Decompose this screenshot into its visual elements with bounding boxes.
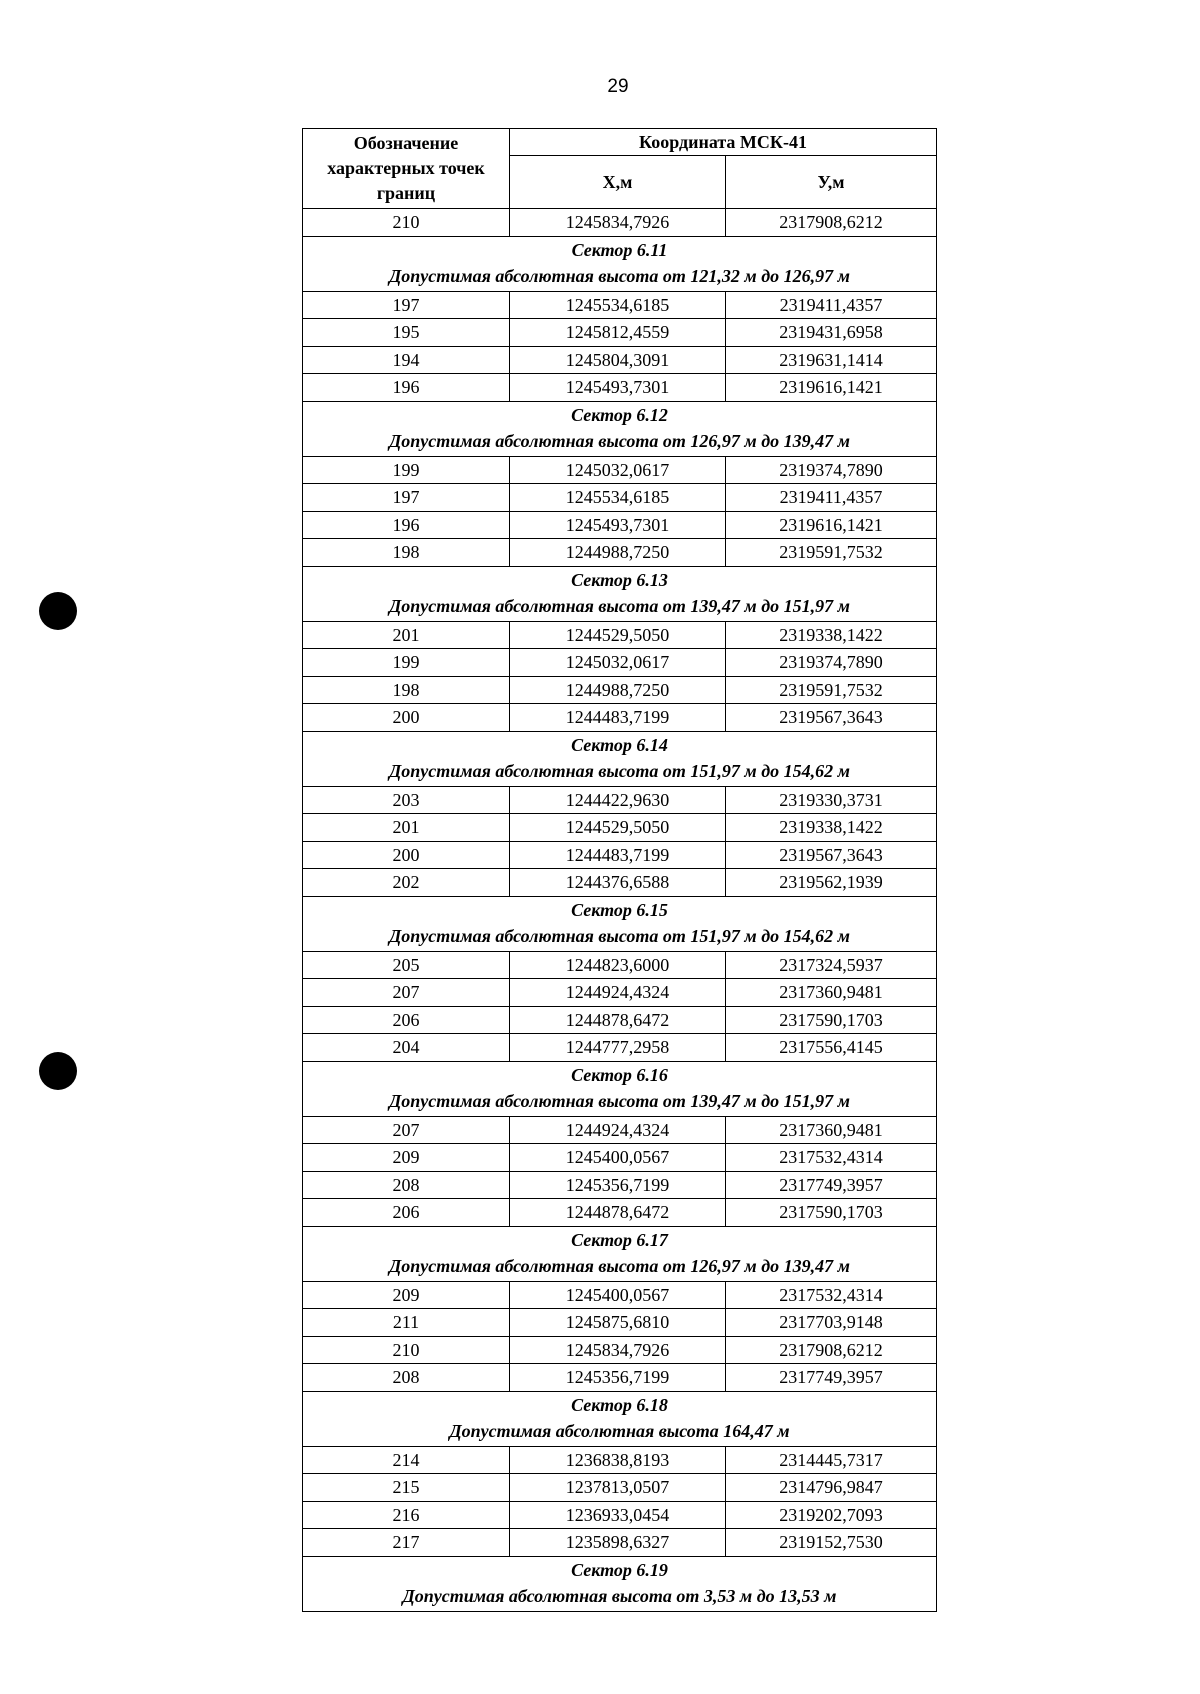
x-coordinate-cell: 1245032,0617 xyxy=(510,456,726,484)
x-coordinate-cell: 1244924,4324 xyxy=(510,1116,726,1144)
sector-title: Сектор 6.13 xyxy=(571,570,668,591)
table-row xyxy=(303,209,937,237)
table-row xyxy=(303,1171,937,1199)
sector-allowed-height: Допустимая абсолютная высота от 151,97 м до 154,62 м xyxy=(388,925,851,946)
y-coordinate-cell: 2319431,6958 xyxy=(726,319,937,347)
sector-header-row xyxy=(303,236,937,291)
point-id-cell: 200 xyxy=(303,704,510,732)
page-number: 29 xyxy=(607,76,629,97)
y-coordinate-cell: 2319616,1421 xyxy=(726,374,937,402)
sector-header-row xyxy=(303,731,937,786)
x-coordinate-cell: 1245032,0617 xyxy=(510,649,726,677)
x-coordinate-cell: 1244529,5050 xyxy=(510,814,726,842)
table-row xyxy=(303,841,937,869)
point-id-cell: 199 xyxy=(303,456,510,484)
sector-header-cell xyxy=(303,1556,937,1611)
point-id-cell: 203 xyxy=(303,786,510,814)
table-row xyxy=(303,1281,937,1309)
point-id-cell: 200 xyxy=(303,841,510,869)
x-coordinate-cell: 1245356,7199 xyxy=(510,1364,726,1392)
y-coordinate-cell: 2317908,6212 xyxy=(726,1336,937,1364)
point-id-cell: 195 xyxy=(303,319,510,347)
sector-header-cell xyxy=(303,1391,937,1446)
x-coordinate-cell: 1236838,8193 xyxy=(510,1446,726,1474)
y-coordinate-cell: 2317749,3957 xyxy=(726,1171,937,1199)
y-coordinate-cell: 2319374,7890 xyxy=(726,649,937,677)
point-id-cell: 209 xyxy=(303,1144,510,1172)
sector-header-row xyxy=(303,1226,937,1281)
x-coordinate-cell: 1245834,7926 xyxy=(510,209,726,237)
sector-header-cell xyxy=(303,1061,937,1116)
table-row xyxy=(303,1446,937,1474)
y-coordinate-cell: 2317590,1703 xyxy=(726,1199,937,1227)
table-row xyxy=(303,291,937,319)
table-header xyxy=(303,129,937,209)
table-row xyxy=(303,704,937,732)
table-row xyxy=(303,951,937,979)
sector-header-row xyxy=(303,1556,937,1611)
table-row xyxy=(303,676,937,704)
sector-title: Сектор 6.12 xyxy=(571,405,668,426)
table-row xyxy=(303,374,937,402)
y-coordinate-cell: 2319616,1421 xyxy=(726,511,937,539)
x-coordinate-cell: 1245804,3091 xyxy=(510,346,726,374)
table-row xyxy=(303,621,937,649)
sector-allowed-height: Допустимая абсолютная высота от 151,97 м до 154,62 м xyxy=(388,760,851,781)
x-coordinate-cell: 1245400,0567 xyxy=(510,1144,726,1172)
sector-allowed-height: Допустимая абсолютная высота от 126,97 м до 139,47 м xyxy=(388,430,851,451)
point-id-cell: 197 xyxy=(303,291,510,319)
table-row xyxy=(303,1116,937,1144)
x-coordinate-cell: 1245875,6810 xyxy=(510,1309,726,1337)
table-row xyxy=(303,1336,937,1364)
x-coordinate-cell: 1244823,6000 xyxy=(510,951,726,979)
sector-title: Сектор 6.16 xyxy=(571,1065,668,1086)
y-coordinate-cell: 2317360,9481 xyxy=(726,979,937,1007)
x-coordinate-cell: 1244483,7199 xyxy=(510,841,726,869)
y-coordinate-cell: 2319202,7093 xyxy=(726,1501,937,1529)
y-coordinate-cell: 2314796,9847 xyxy=(726,1474,937,1502)
sector-header-cell xyxy=(303,566,937,621)
table-row xyxy=(303,786,937,814)
y-coordinate-cell: 2319152,7530 xyxy=(726,1529,937,1557)
y-coordinate-cell: 2319338,1422 xyxy=(726,621,937,649)
sector-header-row xyxy=(303,1061,937,1116)
sector-header-cell xyxy=(303,731,937,786)
sector-header-row xyxy=(303,896,937,951)
sector-header-cell xyxy=(303,236,937,291)
x-coordinate-cell: 1245493,7301 xyxy=(510,374,726,402)
sector-allowed-height: Допустимая абсолютная высота от 126,97 м до 139,47 м xyxy=(388,1255,851,1276)
point-id-cell: 202 xyxy=(303,869,510,897)
point-id-cell: 210 xyxy=(303,1336,510,1364)
table-row xyxy=(303,1529,937,1557)
point-id-cell: 206 xyxy=(303,1006,510,1034)
point-id-cell: 207 xyxy=(303,979,510,1007)
point-id-cell: 206 xyxy=(303,1199,510,1227)
point-id-cell: 201 xyxy=(303,814,510,842)
x-coordinate-cell: 1244483,7199 xyxy=(510,704,726,732)
y-coordinate-cell: 2319338,1422 xyxy=(726,814,937,842)
sector-allowed-height: Допустимая абсолютная высота от 121,32 м до 126,97 м xyxy=(388,265,851,286)
sector-title: Сектор 6.18 xyxy=(571,1395,668,1416)
x-coordinate-cell: 1244529,5050 xyxy=(510,621,726,649)
sector-header-cell xyxy=(303,1226,937,1281)
y-coordinate-cell: 2319591,7532 xyxy=(726,676,937,704)
point-id-cell: 199 xyxy=(303,649,510,677)
table-row xyxy=(303,1144,937,1172)
point-id-cell: 198 xyxy=(303,676,510,704)
x-coordinate-cell: 1245534,6185 xyxy=(510,484,726,512)
y-coordinate-cell: 2317324,5937 xyxy=(726,951,937,979)
point-id-cell: 196 xyxy=(303,374,510,402)
y-coordinate-cell: 2319631,1414 xyxy=(726,346,937,374)
y-coordinate-cell: 2314445,7317 xyxy=(726,1446,937,1474)
x-coordinate-cell: 1244777,2958 xyxy=(510,1034,726,1062)
point-id-cell: 211 xyxy=(303,1309,510,1337)
point-id-cell: 208 xyxy=(303,1364,510,1392)
header-y-column: У,м xyxy=(726,156,937,209)
sector-header-cell xyxy=(303,401,937,456)
sector-allowed-height: Допустимая абсолютная высота от 3,53 м до 13,53 м xyxy=(402,1585,837,1606)
table-row xyxy=(303,1034,937,1062)
x-coordinate-cell: 1245812,4559 xyxy=(510,319,726,347)
header-x-column: X,м xyxy=(510,156,726,209)
point-id-cell: 214 xyxy=(303,1446,510,1474)
x-coordinate-cell: 1245356,7199 xyxy=(510,1171,726,1199)
x-coordinate-cell: 1245493,7301 xyxy=(510,511,726,539)
y-coordinate-cell: 2319411,4357 xyxy=(726,484,937,512)
table-row xyxy=(303,346,937,374)
point-id-cell: 205 xyxy=(303,951,510,979)
table-row xyxy=(303,456,937,484)
y-coordinate-cell: 2319411,4357 xyxy=(726,291,937,319)
point-id-cell: 204 xyxy=(303,1034,510,1062)
point-id-cell: 210 xyxy=(303,209,510,237)
sector-title: Сектор 6.11 xyxy=(571,240,668,261)
point-id-cell: 198 xyxy=(303,539,510,567)
y-coordinate-cell: 2319374,7890 xyxy=(726,456,937,484)
table-row xyxy=(303,1199,937,1227)
y-coordinate-cell: 2319567,3643 xyxy=(726,841,937,869)
x-coordinate-cell: 1245534,6185 xyxy=(510,291,726,319)
table-row xyxy=(303,1006,937,1034)
point-id-cell: 197 xyxy=(303,484,510,512)
x-coordinate-cell: 1236933,0454 xyxy=(510,1501,726,1529)
table-row xyxy=(303,1309,937,1337)
sector-title: Сектор 6.17 xyxy=(571,1230,668,1251)
sector-header-row xyxy=(303,1391,937,1446)
y-coordinate-cell: 2319330,3731 xyxy=(726,786,937,814)
coordinates-table xyxy=(302,128,937,1612)
y-coordinate-cell: 2319562,1939 xyxy=(726,869,937,897)
table-row xyxy=(303,814,937,842)
x-coordinate-cell: 1244988,7250 xyxy=(510,676,726,704)
sector-title: Сектор 6.19 xyxy=(571,1560,668,1581)
table-row xyxy=(303,979,937,1007)
y-coordinate-cell: 2317532,4314 xyxy=(726,1144,937,1172)
y-coordinate-cell: 2317703,9148 xyxy=(726,1309,937,1337)
sector-title: Сектор 6.14 xyxy=(571,735,668,756)
y-coordinate-cell: 2317590,1703 xyxy=(726,1006,937,1034)
x-coordinate-cell: 1244988,7250 xyxy=(510,539,726,567)
sector-allowed-height: Допустимая абсолютная высота от 139,47 м до 151,97 м xyxy=(388,1090,851,1111)
header-coordinate-system: Координата МСК-41 xyxy=(510,129,937,156)
table-row xyxy=(303,1364,937,1392)
x-coordinate-cell: 1244924,4324 xyxy=(510,979,726,1007)
x-coordinate-cell: 1244376,6588 xyxy=(510,869,726,897)
point-id-cell: 209 xyxy=(303,1281,510,1309)
x-coordinate-cell: 1244878,6472 xyxy=(510,1199,726,1227)
table-row xyxy=(303,319,937,347)
sector-header-row xyxy=(303,401,937,456)
table-row xyxy=(303,869,937,897)
x-coordinate-cell: 1235898,6327 xyxy=(510,1529,726,1557)
point-id-cell: 215 xyxy=(303,1474,510,1502)
y-coordinate-cell: 2319591,7532 xyxy=(726,539,937,567)
table-row xyxy=(303,1501,937,1529)
point-id-cell: 194 xyxy=(303,346,510,374)
x-coordinate-cell: 1237813,0507 xyxy=(510,1474,726,1502)
y-coordinate-cell: 2319567,3643 xyxy=(726,704,937,732)
point-id-cell: 196 xyxy=(303,511,510,539)
y-coordinate-cell: 2317908,6212 xyxy=(726,209,937,237)
sector-header-cell xyxy=(303,896,937,951)
y-coordinate-cell: 2317556,4145 xyxy=(726,1034,937,1062)
table-row xyxy=(303,1474,937,1502)
x-coordinate-cell: 1245834,7926 xyxy=(510,1336,726,1364)
sector-title: Сектор 6.15 xyxy=(571,900,668,921)
table-row xyxy=(303,511,937,539)
point-id-cell: 216 xyxy=(303,1501,510,1529)
x-coordinate-cell: 1245400,0567 xyxy=(510,1281,726,1309)
sector-allowed-height: Допустимая абсолютная высота от 139,47 м до 151,97 м xyxy=(388,595,851,616)
y-coordinate-cell: 2317532,4314 xyxy=(726,1281,937,1309)
punch-hole-mark xyxy=(39,592,77,630)
point-id-cell: 217 xyxy=(303,1529,510,1557)
x-coordinate-cell: 1244422,9630 xyxy=(510,786,726,814)
y-coordinate-cell: 2317749,3957 xyxy=(726,1364,937,1392)
point-id-cell: 208 xyxy=(303,1171,510,1199)
point-id-cell: 201 xyxy=(303,621,510,649)
y-coordinate-cell: 2317360,9481 xyxy=(726,1116,937,1144)
table-row xyxy=(303,649,937,677)
table-row xyxy=(303,539,937,567)
sector-allowed-height: Допустимая абсолютная высота 164,47 м xyxy=(449,1420,790,1441)
x-coordinate-cell: 1244878,6472 xyxy=(510,1006,726,1034)
point-id-cell: 207 xyxy=(303,1116,510,1144)
sector-header-row xyxy=(303,566,937,621)
table-row xyxy=(303,484,937,512)
punch-hole-mark xyxy=(39,1052,77,1090)
table-body xyxy=(303,209,937,1612)
header-point-designation: Обозначение характерных точек границ xyxy=(303,129,510,209)
